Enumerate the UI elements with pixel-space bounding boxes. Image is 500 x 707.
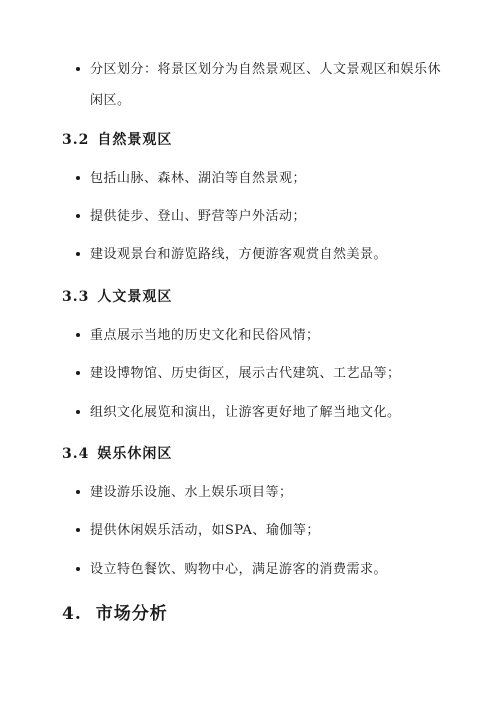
bullet-dot: [76, 214, 80, 218]
section-heading-3-3: [62, 288, 172, 306]
list-item: [76, 397, 456, 428]
chapter-title: 市场分析: [95, 604, 168, 624]
list-item-text: 设立特色餐饮、购物中心，满足游客的消费需求。: [90, 562, 388, 577]
list-item: [76, 163, 456, 194]
section-title: 娱乐休闲区: [97, 446, 173, 462]
bullet-dot: [76, 567, 80, 571]
list-item: [76, 239, 456, 270]
section-heading-3-4: [62, 445, 172, 463]
list-item-text: 包括山脉、森林、湖泊等自然景观；: [90, 171, 307, 186]
list-item-text: 重点展示当地的历史文化和民俗风情；: [90, 328, 320, 343]
list-item-text: 组织文化展览和演出，让游客更好地了解当地文化。: [90, 405, 401, 420]
list-item: [76, 554, 456, 585]
list-item: [76, 320, 456, 351]
list-item-zoning: [76, 54, 456, 116]
list-item-text: 建设博物馆、历史街区，展示古代建筑、工艺品等；: [90, 366, 401, 381]
bullet-dot: [76, 528, 80, 532]
list-item-text: 建设观景台和游览路线，方便游客观赏自然美景。: [90, 247, 388, 262]
section-number: 3.4: [62, 446, 90, 462]
section-number: 3.3: [62, 289, 90, 305]
bullet-dot: [76, 333, 80, 337]
list-item-text-continued: 闲区。: [90, 93, 131, 108]
list-item-text: 提供休闲娱乐活动，如SPA、瑜伽等；: [90, 523, 320, 538]
section-title: 自然景观区: [97, 132, 173, 148]
bullet-dot: [76, 410, 80, 414]
list-item: [76, 201, 456, 232]
bullet-dot: [76, 252, 80, 256]
list-item: [76, 358, 456, 389]
section-heading-3-2: [62, 131, 172, 149]
bullet-dot: [76, 176, 80, 180]
bullet-dot: [76, 371, 80, 375]
bullet-dot: [76, 490, 80, 494]
section-number: 3.2: [62, 132, 90, 148]
list-item: [76, 515, 456, 546]
section-title: 人文景观区: [97, 289, 173, 305]
chapter-heading-4: [62, 603, 168, 625]
list-item-text: 提供徒步、登山、野营等户外活动；: [90, 209, 307, 224]
bullet-dot: [76, 67, 80, 71]
list-item: [76, 477, 456, 508]
chapter-number: 4.: [62, 604, 82, 624]
list-item-text: 分区划分：将景区划分为自然景观区、人文景观区和娱乐休: [90, 62, 442, 77]
list-item-text: 建设游乐设施、水上娱乐项目等；: [90, 485, 293, 500]
